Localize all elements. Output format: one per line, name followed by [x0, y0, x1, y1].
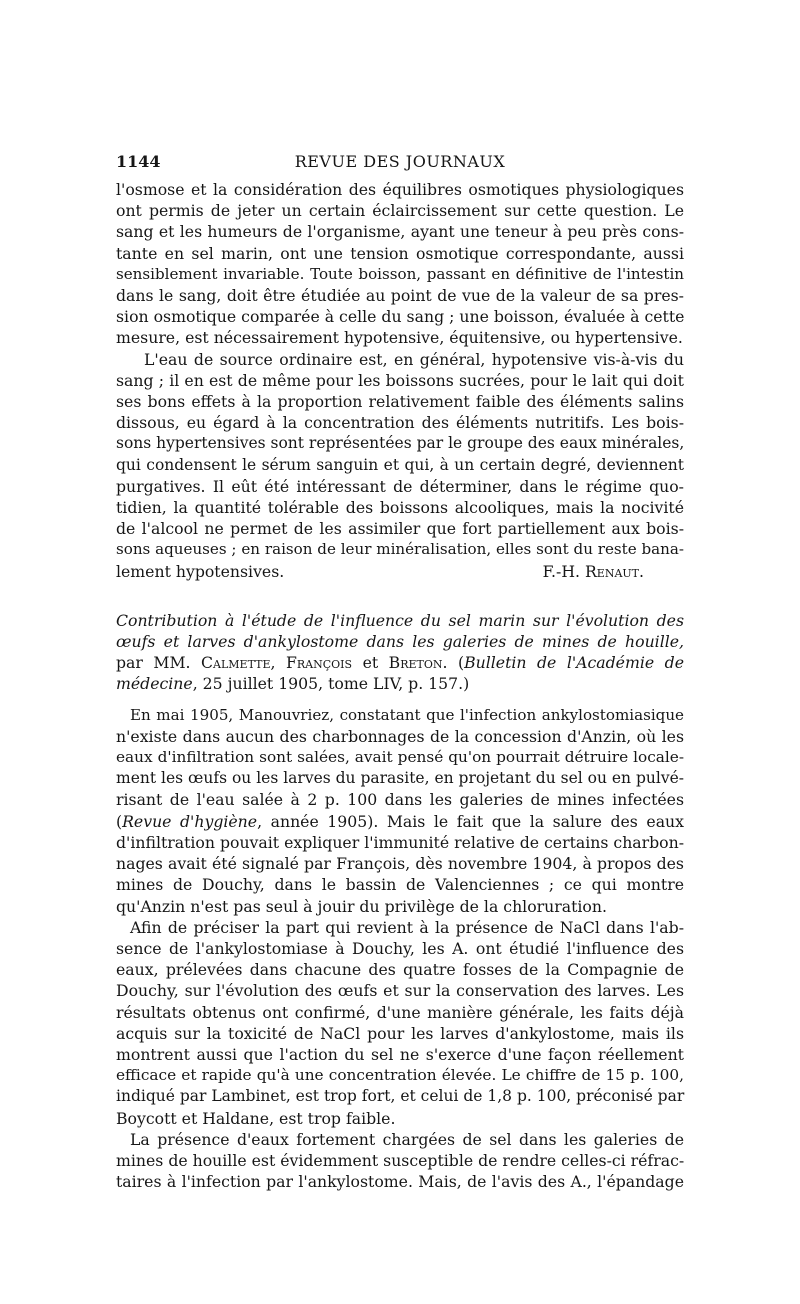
running-head — [116, 150, 684, 174]
article-reference — [116, 610, 684, 695]
text-line: ment les œufs ou les larves du parasite, en projetant du sel ou en pulvé- — [116, 769, 684, 788]
text-line: mines de Douchy, dans le bassin de Valenciennes ; ce qui montre — [116, 875, 684, 895]
article-body — [116, 179, 684, 1192]
source-details: , 25 juillet 1905, tome LIV, p. 157.) — [192, 674, 470, 694]
authors-prefix: par MM. — [116, 653, 191, 673]
text-line: n'existe dans aucun des charbonnages de la concession d'Anzin, où les — [116, 726, 684, 746]
text-line: Douchy, sur l'évolution des œufs et sur la conservation des larves. Les — [116, 981, 684, 1001]
text-line: eaux, prélevées dans chacune des quatre fosses de la Compagnie de — [116, 960, 684, 980]
text-line: de l'alcool ne permet de les assimiler que fort partiellement aux bois- — [116, 519, 684, 539]
text-line: ont permis de jeter un certain éclaircissement sur cette question. Le — [116, 201, 684, 221]
cited-journal: Revue d'hygiène — [122, 811, 258, 831]
text-line: qu'Anzin n'est pas seul à jouir du privilège de la chloruration. — [116, 896, 607, 916]
text-line: La présence d'eaux fortement chargées de sel dans les galeries de — [130, 1129, 684, 1149]
author-name: Calmette — [201, 653, 271, 673]
text-line: ses bons effets à la proportion relativement faible des éléments salins — [116, 392, 684, 412]
text-line: sion osmotique comparée à celle du sang ; une boisson, évaluée à cette — [116, 307, 685, 327]
text-line-with-citation — [116, 811, 684, 832]
text-line: En mai 1905, Manouvriez, constatant que l'infection ankylostomiasique — [130, 705, 684, 724]
text-line: sensiblement invariable. Toute boisson, passant en définitive de l'intestin — [116, 264, 684, 283]
text-line: mines de houille est évidemment susceptible de rendre celles-ci réfrac- — [116, 1150, 685, 1170]
text-line: eaux d'infiltration sont salées, avait pensé qu'on pourrait détruire locale- — [116, 748, 684, 767]
article-authors-line: par MM. Calmette, François et Breton. (Bulletin de l'Académie de — [116, 653, 684, 673]
text-line: dissous, eu égard à la concentration des éléments nutritifs. Les bois- — [116, 413, 684, 433]
text-line: sence de l'ankylostomiase à Douchy, les A. ont étudié l'influence des — [116, 938, 684, 958]
author-name: François — [285, 653, 353, 673]
journal-title: REVUE DES JOURNAUX — [294, 152, 506, 171]
text-line: risant de l'eau salée à 2 p. 100 dans les galeries de mines infectées — [116, 790, 684, 810]
citation-open: ( — [116, 811, 123, 831]
text-line: lement hypotensives. — [116, 561, 285, 581]
paragraph-manouvriez — [116, 705, 684, 917]
text-line: sons aqueuses ; en raison de leur minéralisation, elles sont du reste bana- — [116, 540, 684, 559]
text-line: nages avait été signalé par François, dès novembre 1904, à propos des — [116, 854, 684, 874]
text-line: montrent aussi que l'action du sel ne s'exerce d'une façon réellement — [116, 1044, 684, 1064]
text-line: sang ; il en est de même pour les boissons sucrées, pour le lait qui doit — [116, 370, 684, 390]
text-line: sons hypertensives sont représentées par le groupe des eaux minérales, — [116, 434, 685, 453]
text-line: dans le sang, doit être étudiée au point de vue de la valeur de sa pres- — [116, 286, 684, 306]
paragraph-presence-eaux — [116, 1129, 684, 1193]
paragraph-douchy — [116, 917, 684, 1129]
paragraph-eau-de-source — [116, 349, 684, 582]
source-open: . ( — [442, 653, 465, 673]
citation-rest: , année 1905). Mais le fait que la salure des eaux — [257, 811, 684, 831]
article-title-line: Contribution à l'étude de l'influence du sel marin sur l'évolution des — [116, 610, 684, 630]
paragraph-osmose — [116, 179, 684, 349]
text-line: tidien, la quantité tolérable des boissons alcooliques, mais la nocivité — [116, 498, 684, 518]
text-line: Boycott et Haldane, est trop faible. — [116, 1108, 396, 1128]
text-line: d'infiltration pouvait expliquer l'immunité relative de certains charbon- — [116, 832, 685, 852]
authors-conjunction: et — [362, 653, 379, 673]
text-line: l'osmose et la considération des équilibres osmotiques physiologiques — [116, 180, 684, 199]
text-line: Afin de préciser la part qui revient à la présence de NaCl dans l'ab- — [130, 917, 684, 937]
text-line: mesure, est nécessairement hypotensive, équitensive, ou hypertensive. — [116, 328, 683, 348]
source-journal: médecine — [116, 674, 193, 694]
author-name: Breton — [388, 653, 443, 673]
text-line: sang et les humeurs de l'organisme, ayant une teneur à peu près cons- — [116, 222, 684, 242]
closing-line — [116, 561, 684, 582]
text-line: tante en sel marin, ont une tension osmotique correspondante, aussi — [116, 243, 684, 263]
author-signature: F.-H. Renaut. — [542, 561, 644, 581]
text-line: efficace et rapide qu'à une concentration élevée. Le chiffre de 15 p. 100, — [116, 1066, 684, 1085]
text-line: purgatives. Il eût été intéressant de déterminer, dans le régime quo- — [116, 476, 684, 496]
text-line: taires à l'infection par l'ankylostome. Mais, de l'avis des A., l'épandage — [116, 1172, 684, 1192]
section-spacer — [116, 695, 684, 705]
text-line: acquis sur la toxicité de NaCl pour les larves d'ankylostome, mais ils — [116, 1023, 684, 1043]
page-number: 1144 — [116, 152, 161, 171]
article-title-line: œufs et larves d'ankylostome dans les galeries de mines de houille, — [116, 632, 684, 652]
article-source-line — [116, 673, 684, 694]
text-line: indiqué par Lambinet, est trop fort, et celui de 1,8 p. 100, préconisé par — [116, 1087, 685, 1106]
source-journal: Bulletin de l'Académie de — [464, 653, 684, 673]
text-line: qui condensent le sérum sanguin et qui, à un certain degré, deviennent — [116, 455, 684, 474]
text-line: L'eau de source ordinaire est, en général, hypotensive vis-à-vis du — [144, 349, 684, 369]
text-line: résultats obtenus ont confirmé, d'une manière générale, les faits déjà — [116, 1002, 684, 1022]
section-spacer — [116, 582, 684, 610]
